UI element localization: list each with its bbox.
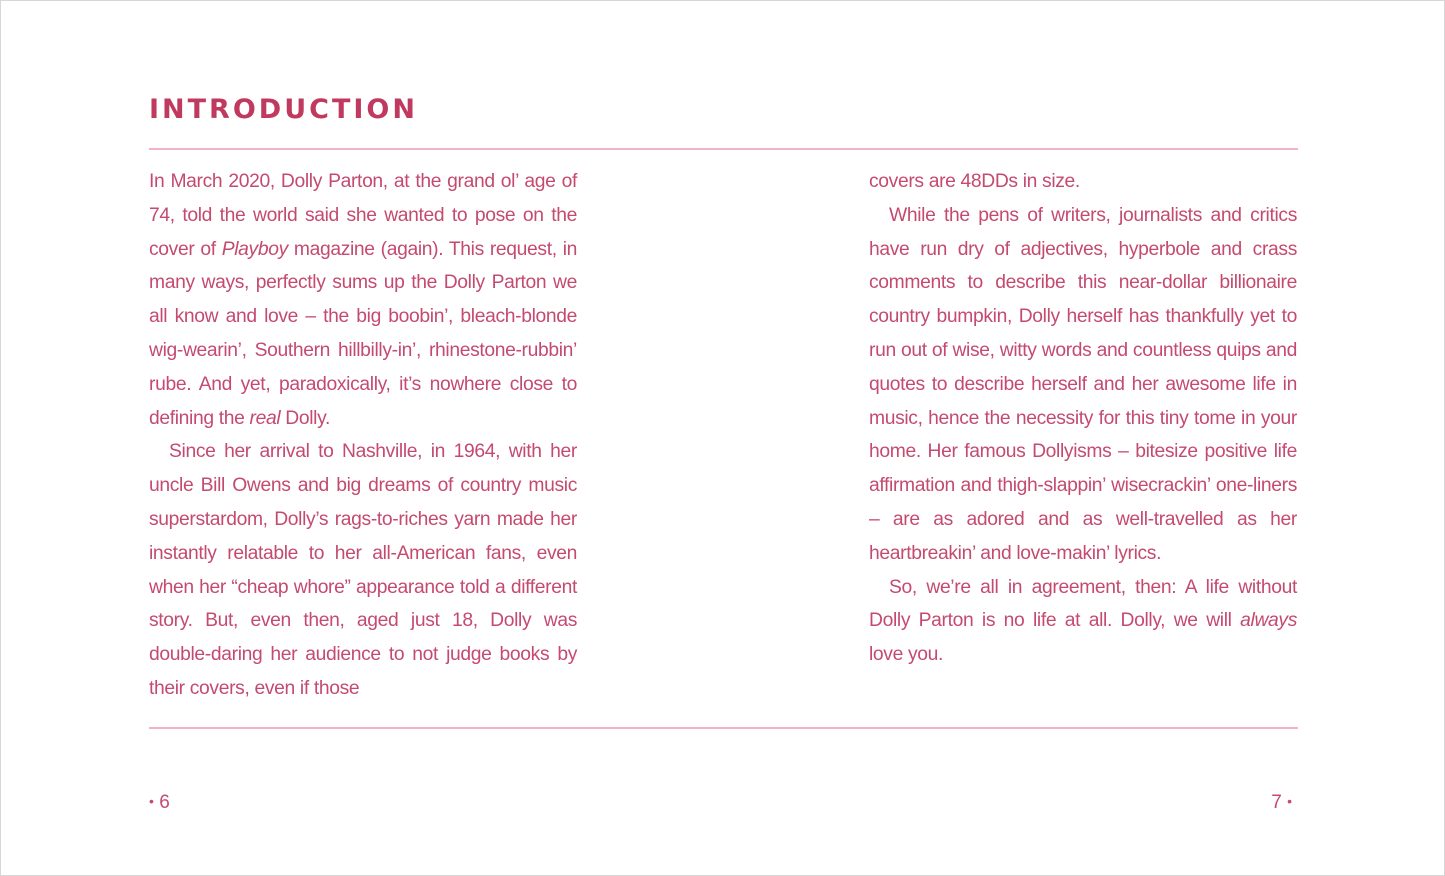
page-number-right (1271, 787, 1292, 817)
text-run: love you. (869, 644, 944, 666)
italic-text: Playboy (221, 238, 288, 260)
italic-text: real (249, 407, 281, 429)
italic-text: always (1240, 610, 1297, 632)
paragraph (869, 571, 1297, 672)
bottom-rule (149, 727, 1298, 729)
page-number-left (149, 787, 170, 817)
text-run: Dolly. (280, 407, 330, 429)
paragraph: Since her arrival to Nashville, in 1964, with her uncle Bill Owens and big dreams of country music superstardom, Dolly’s rags-to-riches yarn made her instantly relatable to her all-American fans, even when her “cheap whore” appearance told a different story. But, even then, aged just 18, Dolly was double-daring her audience to not judge books by their covers, even if those (149, 441, 577, 699)
page-number: 6 (159, 792, 170, 813)
page-number: 7 (1271, 792, 1282, 813)
right-page-column (869, 165, 1297, 672)
text-run: In March 2020, Dolly Parton, at the grand ol’ age of 74, told the world said she wanted to pose on the cover of (149, 171, 577, 260)
top-rule (149, 148, 1298, 150)
bullet-icon: • (149, 793, 154, 809)
paragraph: While the pens of writers, journalists and critics have run dry of adjectives, hyperbole and crass comments to describe this near-dollar billionaire country bumpkin, Dolly herself has thankfully yet to run out of wise, witty words and countless quips and quotes to describe herself and her awesome life in music, hence the necessity for this tiny tome in your home. Her famous Dollyisms – bitesize positive life affirmation and thigh-slappin’ wisecrackin’ one-liners – are as adored and as well-travelled as her heartbreakin’ and love-makin’ lyrics. (869, 204, 1297, 564)
chapter-heading: INTRODUCTION (149, 94, 418, 125)
text-run: magazine (again). This request, in many ways, perfectly sums up the Dolly Parton we all know and love – the big boobin’, bleach-blonde wig-wearin’, Southern hillbilly-in’, rhinestone-rubbin’ rube. And yet, paradoxically, it’s nowhere close to defining the (149, 238, 577, 429)
paragraph: covers are 48DDs in size. (869, 171, 1080, 192)
left-page-column (149, 165, 577, 706)
bullet-icon: • (1287, 793, 1292, 809)
text-run: So, we’re all in agreement, then: A life without Dolly Parton is no life at all. Dolly, we will (869, 576, 1297, 632)
paragraph (149, 165, 577, 435)
